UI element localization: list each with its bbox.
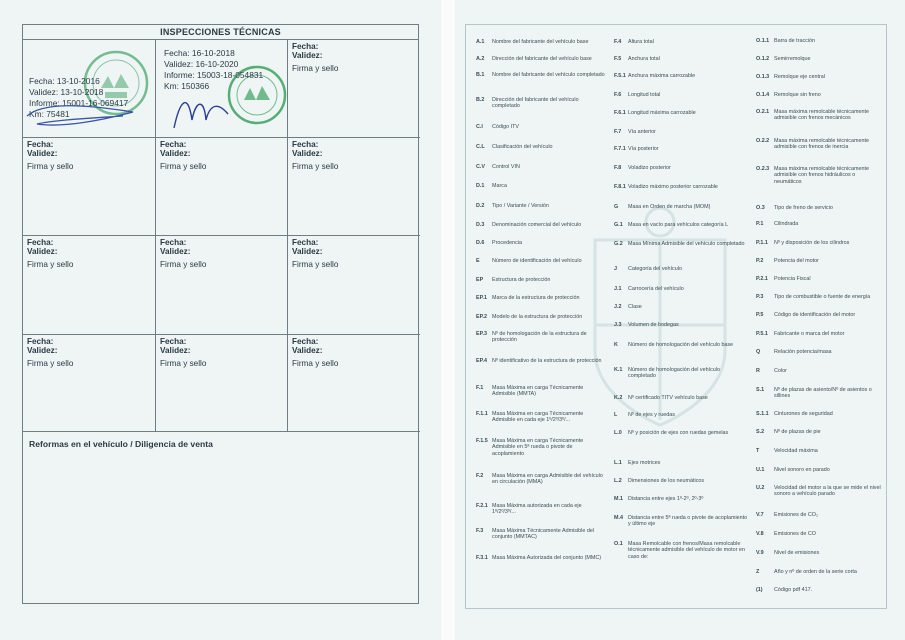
legend-description: Nº identificativo de la estructura de protección [492,358,602,364]
firma-label: Firma y sello [292,64,339,73]
legend-code: F.7.1 [614,146,626,152]
signature-scribble-icon [166,80,236,135]
legend-code: V.7 [756,512,764,518]
inspection-cell-5 [156,138,288,236]
legend-description: Velocidad máxima [774,448,818,454]
legend-code: L.0 [614,430,622,436]
legend-description: Masa máxima remolcable técnicamente admisible con frenos hidráulicos o neumáticos [774,166,869,185]
legend-description: Voladizo posterior [628,165,671,171]
inspection-1-km: Km: 75481 [29,109,70,119]
legend-code: Q [756,349,761,355]
field-legend-frame [465,24,887,609]
legend-description: Nº de plazas de asiento/Nº de asientos o sillines [774,387,872,400]
legend-description: Remolque sin freno [774,92,821,98]
validez-label: Validez: [27,346,58,355]
left-page [0,0,441,640]
inspections-grid [22,24,419,604]
legend-description: Número de identificación del vehículo [492,258,582,264]
legend-code: P.5.1 [756,331,768,337]
fecha-label: Fecha: [292,42,319,51]
legend-code: P.3 [756,294,764,300]
inspection-cell-12 [288,335,420,432]
legend-code: Z [756,569,760,575]
legend-code: F.8.1 [614,184,626,190]
legend-code: F.3 [476,528,484,534]
legend-description: Remolque eje central [774,74,825,80]
legend-code: F.3.1 [476,555,488,561]
legend-description: Distancia entre 5ª rueda o pivote de acoplamiento y último eje [628,515,748,528]
legend-description: Voladizo máximo posterior carrozable [628,184,718,190]
legend-code: J.2 [614,304,622,310]
legend-description: Masa Mínima Admisible del vehículo completado [628,241,745,247]
legend-code: P.1.1 [756,240,768,246]
legend-description: Masa Máxima Autorizada del conjunto (MMC) [492,555,602,561]
legend-code: F.2 [476,473,484,479]
legend-code: F.1.5 [476,438,488,444]
legend-description: Categoría del vehículo [628,266,682,272]
legend-code: C.I [476,124,483,130]
legend-description: Altura total [628,39,654,45]
legend-description: Clase [628,304,642,310]
firma-label: Firma y sello [160,260,207,269]
legend-code: U.2 [756,485,765,491]
legend-description: Distancia entre ejes 1º-2º, 2º-3º [628,496,704,502]
legend-code: EP.3 [476,331,487,337]
legend-code: O.1.3 [756,74,770,80]
legend-description: Masa máxima remolcable técnicamente admisible con frenos de inercia [774,138,869,151]
legend-code: J [614,266,617,272]
legend-code: O.1.2 [756,56,770,62]
inspection-cell-2 [156,40,288,138]
legend-description: Masa Máxima en carga Admisible del vehículo en circulación (MMA) [492,473,603,486]
firma-label: Firma y sello [292,162,339,171]
fecha-label: Fecha: [160,140,187,149]
legend-description: Potencia del motor [774,258,819,264]
legend-code: B.2 [476,97,485,103]
inspection-1-date: Fecha: 13-10-2016 [29,76,100,86]
legend-code: F.8 [614,165,622,171]
legend-code: O.3 [756,205,765,211]
legend-description: Masa máxima remolcable técnicamente admisible con frenos mecánicos [774,109,869,122]
legend-description: Nº y disposición de los cilindros [774,240,850,246]
legend-description: Cilindrada [774,221,799,227]
legend-description: Clasificación del vehículo [492,144,553,150]
validez-label: Validez: [27,149,58,158]
legend-description: Año y nº de orden de la serie corta [774,569,857,575]
legend-code: T [756,448,760,454]
legend-description: Longitud total [628,92,661,98]
legend-description: Marca [492,183,507,189]
legend-description: Control VIN [492,164,520,170]
legend-description: Código de identificación del motor [774,312,856,318]
legend-description: Masa Máxima en carga Técnicamente Admisible en 5ª rueda o pivote de acoplamiento [492,438,584,457]
legend-code: F.1.1 [476,411,488,417]
legend-code: O.1.4 [756,92,770,98]
inspection-cell-7 [23,236,156,335]
legend-description: Volumen de bodegas [628,322,679,328]
inspection-2-date: Fecha: 16-10-2018 [164,48,235,58]
right-page [455,0,905,640]
validez-label: Validez: [292,346,323,355]
legend-code: A.1 [476,39,485,45]
legend-description: Nivel sonoro en parado [774,467,830,473]
legend-description: Carrocería del vehículo [628,286,684,292]
legend-description: Nivel de emisiones [774,550,820,556]
legend-code: G.1 [614,222,623,228]
legend-code: P.2.1 [756,276,768,282]
validez-label: Validez: [27,247,58,256]
inspections-title: INSPECCIONES TÉCNICAS [23,25,418,40]
signature-scribble-icon [23,98,156,138]
legend-description: Masa Máxima Técnicamente Admisible del conjunto (MMTAC) [492,528,595,541]
inspection-cell-9 [288,236,420,335]
validez-label: Validez: [160,247,191,256]
legend-code: P.1 [756,221,764,227]
legend-code: U.1 [756,467,765,473]
legend-description: Masa Máxima autorizada en cada eje 1º/2º/3º/... [492,503,582,516]
legend-description: Denominación comercial del vehículo [492,222,582,228]
inspection-1-validity: Validez: 13-10-2018 [29,87,104,97]
validez-label: Validez: [292,51,323,60]
fecha-label: Fecha: [27,140,54,149]
firma-label: Firma y sello [27,260,74,269]
validez-label: Validez: [292,149,323,158]
legend-code: S.1.1 [756,411,769,417]
legend-description: Relación potencia/masa [774,349,832,355]
legend-code: G.2 [614,241,623,247]
legend-code: S.1 [756,387,765,393]
page-fold [441,0,455,640]
legend-description: Modelo de la estructura de protección [492,314,583,320]
legend-code: J.3 [614,322,622,328]
legend-description: Masa Remolcable con frenos/Masa remolcable técnicamente admisible del vehículo de motor en caso de: [628,541,745,560]
legend-code: V.9 [756,550,764,556]
legend-code: V.8 [756,531,764,537]
legend-code: F.2.1 [476,503,488,509]
inspection-cell-11 [156,335,288,432]
legend-description: Potencia Fiscal [774,276,811,282]
firma-label: Firma y sello [27,359,74,368]
inspection-cell-10 [23,335,156,432]
legend-description: Dirección del fabricante del vehículo completado [492,97,579,110]
inspection-cell-6 [288,138,420,236]
legend-code: EP.4 [476,358,487,364]
legend-description: Nº de ejes y ruedas [628,412,675,418]
legend-code: O.1.1 [756,38,770,44]
legend-code: F.5 [614,56,622,62]
legend-description: Cinturones de seguridad [774,411,833,417]
legend-code: O.2.1 [756,109,770,115]
legend-code: O.2.3 [756,166,770,172]
legend-description: Anchura total [628,56,660,62]
legend-code: F.6 [614,92,622,98]
legend-description: Dimensiones de los neumáticos [628,478,705,484]
fecha-label: Fecha: [160,337,187,346]
legend-code: S.2 [756,429,765,435]
legend-description: Vía posterior [628,146,659,152]
legend-description: Nº y posición de ejes con ruedas gemelas [628,430,729,436]
legend-description: Tipo / Variante / Versión [492,203,549,209]
legend-code: K.1 [614,367,623,373]
firma-label: Firma y sello [292,359,339,368]
legend-description: Masa Máxima en carga Técnicamente Admisible en cada eje 1º/2º/3º/... [492,411,584,424]
legend-description: Emisiones de CO [774,531,816,537]
legend-description: Fabricante o marca del motor [774,331,845,337]
inspection-2-report: Informe: 15003-18-054831 [164,70,264,80]
legend-code: E [476,258,480,264]
legend-description: Semirremolque [774,56,811,62]
legend-description: Longitud máxima carrozable [628,110,696,116]
inspection-cell-8 [156,236,288,335]
legend-code: P.2 [756,258,764,264]
legend-code: K.2 [614,395,623,401]
legend-code: K [614,342,618,348]
legend-code: EP.2 [476,314,487,320]
legend-code: O.2.2 [756,138,770,144]
legend-code: L.2 [614,478,622,484]
legend-code: F.4 [614,39,622,45]
legend-description: Masa en Orden de marcha (MOM) [628,204,711,210]
inspection-2-km: Km: 150366 [164,81,210,91]
legend-code: L [614,412,618,418]
legend-description: Dirección del fabricante del vehículo base [492,56,592,62]
legend-description: Número de homologación del vehículo base [628,342,734,348]
legend-code: EP.1 [476,295,487,301]
legend-code: EP [476,277,484,283]
legend-code: F.5.1 [614,73,626,79]
legend-code: F.1 [476,385,484,391]
legend-description: Nº de homologación de la estructura de protección [492,331,587,344]
legend-code: C.L [476,144,485,150]
legend-code: (1) [756,587,763,593]
legend-code: P.5 [756,312,764,318]
legend-code: M.1 [614,496,623,502]
legend-description: Masa Máxima en carga Técnicamente Admisible (MMTA) [492,385,584,398]
legend-description: Marca de la estructura de protección [492,295,580,301]
legend-description: Ejes motrices [628,460,661,466]
firma-label: Firma y sello [160,359,207,368]
legend-code: M.4 [614,515,623,521]
legend-description: Código pdf 417. [774,587,813,593]
legend-description: Número de homologación del vehículo completado [628,367,720,380]
firma-label: Firma y sello [27,162,74,171]
inspection-cell-1 [23,40,156,138]
legend-code: A.2 [476,56,485,62]
legend-code: D.6 [476,240,485,246]
legend-description: Procedencia [492,240,522,246]
fecha-label: Fecha: [160,238,187,247]
reformas-heading: Reformas en el vehículo / Diligencia de venta [29,439,213,449]
inspection-2-validity: Validez: 16-10-2020 [164,59,239,69]
fecha-label: Fecha: [292,238,319,247]
legend-code: D.3 [476,222,485,228]
legend-code: B.1 [476,72,485,78]
legend-description: Barra de tracción [774,38,816,44]
validez-label: Validez: [292,247,323,256]
legend-description: Emisiones de CO₂ [774,512,819,518]
inspection-1-report: Informe: 15001-16-069417 [29,98,129,108]
legend-description: Masa en vacío para vehículos categoría L [628,222,729,228]
legend-code: D.2 [476,203,485,209]
inspection-cell-4 [23,138,156,236]
legend-description: Velocidad del motor a la que se mide el nivel sonoro a vehículo parado [774,485,881,498]
fecha-label: Fecha: [292,337,319,346]
legend-code: F.7 [614,129,622,135]
legend-code: F.6.1 [614,110,626,116]
firma-label: Firma y sello [160,162,207,171]
validez-label: Validez: [160,149,191,158]
legend-description: Tipo de combustible o fuente de energía [774,294,871,300]
fecha-label: Fecha: [27,238,54,247]
legend-description: Color [774,368,787,374]
legend-code: R [756,368,760,374]
legend-code: D.1 [476,183,485,189]
inspection-cell-3 [288,40,420,138]
legend-code: J.1 [614,286,622,292]
legend-description: Nombre del fabricante del vehículo base [492,39,589,45]
validez-label: Validez: [160,346,191,355]
legend-description: Nombre del fabricante del vehículo completado [492,72,605,78]
legend-description: Tipo de freno de servicio [774,205,833,211]
legend-description: Vía anterior [628,129,656,135]
fecha-label: Fecha: [292,140,319,149]
firma-label: Firma y sello [292,260,339,269]
legend-description: Código ITV [492,124,519,130]
legend-code: O.1 [614,541,623,547]
legend-code: L.1 [614,460,622,466]
legend-code: C.V [476,164,485,170]
legend-code: G [614,204,619,210]
legend-description: Estructura de protección [492,277,551,283]
fecha-label: Fecha: [27,337,54,346]
legend-description: Nº certificado TITV vehículo base [628,395,708,401]
legend-description: Nº de plazas de pie [774,429,821,435]
legend-description: Anchura máxima carrozable [628,73,696,79]
